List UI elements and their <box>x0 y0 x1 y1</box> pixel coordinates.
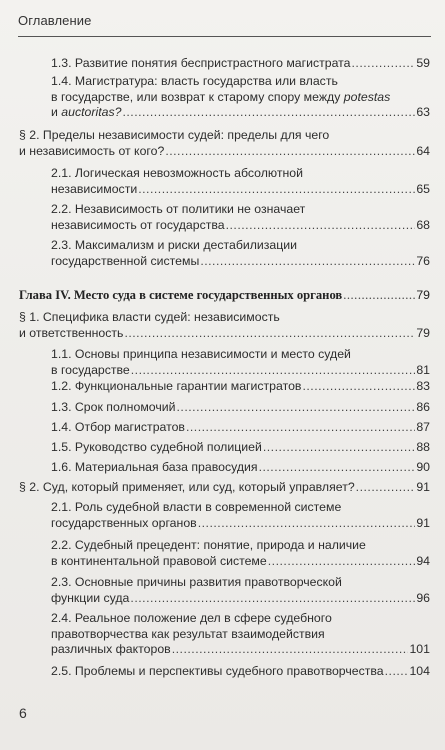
leader-dots <box>122 105 415 121</box>
toc-entry-title: государственных органов <box>51 515 197 530</box>
leader-dots <box>385 664 409 680</box>
leader-dots <box>259 460 416 476</box>
toc-entry-title: 2.5. Проблемы и перспективы судебного правотворчества <box>51 664 384 678</box>
toc-entry[interactable] <box>51 202 430 233</box>
leader-dots <box>263 440 415 456</box>
toc-entry[interactable] <box>51 500 430 531</box>
toc-entry-page: 101 <box>409 642 430 656</box>
toc-entry-page: 68 <box>416 217 430 232</box>
toc-entry[interactable] <box>51 74 430 121</box>
leader-dots <box>131 363 416 379</box>
toc-entry[interactable] <box>19 128 430 159</box>
leader-dots <box>198 516 416 532</box>
toc-entry[interactable] <box>51 538 430 569</box>
toc-entry-title: 2.4. Реальное положение дел в сфере судебного <box>51 611 332 625</box>
toc-entry-title: 2.3. Основные причины развития правотворческой <box>51 575 342 589</box>
toc-entry-title: в государстве, или возврат к старому спору между <box>51 89 344 104</box>
toc-entry-page: 88 <box>416 440 430 454</box>
header-rule <box>18 36 431 37</box>
leader-dots <box>165 144 415 160</box>
toc-entry-page: 65 <box>416 181 430 196</box>
toc-entry-page: 94 <box>416 553 430 568</box>
toc-entry-title: 1.3. Развитие понятия беспристрастного магистрата <box>51 56 351 70</box>
toc-entry-page: 96 <box>416 590 430 605</box>
leader-dots <box>268 554 416 570</box>
toc-entry-page: 59 <box>416 56 430 70</box>
leader-dots <box>356 480 416 496</box>
running-head: Оглавление <box>18 13 92 28</box>
toc-entry-title: и ответственность <box>19 325 124 340</box>
toc-chapter-entry[interactable] <box>19 288 430 304</box>
toc-entry-title: независимости <box>51 181 138 196</box>
page-number: 6 <box>19 705 27 721</box>
toc-chapter-title: Глава IV. Место суда в системе государственных органов <box>19 288 343 302</box>
toc-entry[interactable] <box>19 480 430 496</box>
toc-entry-page: 64 <box>416 143 430 158</box>
toc-entry-page: 79 <box>416 288 430 302</box>
leader-dots <box>124 326 415 342</box>
toc-entry[interactable] <box>51 575 430 606</box>
toc-entry-page: 91 <box>416 480 430 494</box>
toc-entry[interactable] <box>51 611 430 658</box>
toc-entry-title: в государстве <box>51 362 130 377</box>
toc-entry-page: 90 <box>416 460 430 474</box>
leader-dots <box>138 182 415 198</box>
toc-entry[interactable] <box>51 166 430 197</box>
toc-entry-title: и <box>51 105 62 119</box>
toc-entry-title: 2.2. Судебный прецедент: понятие, природа и наличие <box>51 538 366 552</box>
toc-entry-page: 63 <box>416 105 430 119</box>
toc-entry-title: 1.3. Срок полномочий <box>51 400 176 414</box>
toc-entry-page: 76 <box>416 253 430 268</box>
toc-entry-italic-term: potestas <box>343 89 391 104</box>
toc-entry-title: 2.1. Логическая невозможность абсолютной <box>51 166 303 180</box>
toc-entry-page: 91 <box>416 515 430 530</box>
toc-entry[interactable] <box>51 440 430 456</box>
toc-entry-title: 2.3. Максимализм и риски дестабилизации <box>51 238 298 252</box>
toc-entry-page: 83 <box>416 379 430 393</box>
toc-entry-title: и независимость от кого? <box>19 143 165 158</box>
toc-entry-title: 2.2. Независимость от политики не означает <box>51 202 306 216</box>
leader-dots <box>226 218 416 234</box>
leader-dots <box>130 591 415 607</box>
toc-entry[interactable] <box>51 238 430 269</box>
leader-dots <box>302 379 415 395</box>
toc-entry-title: 1.4. Магистратура: власть государства или власть <box>51 74 338 88</box>
toc-entry-title: 1.5. Руководство судебной полицией <box>51 440 262 454</box>
toc-entry[interactable] <box>51 460 430 476</box>
toc-entry-title: 2.1. Роль судебной власти в современной системе <box>51 500 342 514</box>
toc-entry-title: в континентальной правовой системе <box>51 553 267 568</box>
leader-dots <box>176 400 415 416</box>
toc-entry[interactable] <box>51 56 430 72</box>
toc-entry-italic-term: auctoritas? <box>61 105 122 119</box>
leader-dots <box>352 56 416 72</box>
toc-entry[interactable] <box>51 664 430 680</box>
leader-dots <box>343 288 415 304</box>
toc-entry-title: независимость от государства <box>51 217 225 232</box>
toc-entry[interactable] <box>51 379 430 395</box>
toc-entry[interactable] <box>51 400 430 416</box>
toc-entry-title: правотворчества как результат взаимодействия <box>51 626 325 641</box>
toc-entry-title: § 2. Суд, который применяет, или суд, который управляет? <box>19 480 355 494</box>
toc-entry-page: 81 <box>416 362 430 377</box>
toc-entry[interactable] <box>51 420 430 436</box>
toc-entry-page: 87 <box>416 420 430 434</box>
toc-entry-title: § 2. Пределы независимости судей: пределы для чего <box>19 128 330 142</box>
toc-entry-title: § 1. Специфика власти судей: независимость <box>19 310 280 324</box>
leader-dots <box>200 254 415 270</box>
toc-entry-title: государственной системы <box>51 253 200 268</box>
toc-entry-title: 1.6. Материальная база правосудия <box>51 460 258 474</box>
toc-entry-title: 1.2. Функциональные гарантии магистратов <box>51 379 302 393</box>
leader-dots <box>172 642 409 658</box>
toc-entry-title: 1.1. Основы принципа независимости и место судей <box>51 347 351 361</box>
toc-entry[interactable] <box>19 310 430 341</box>
toc-entry-page: 79 <box>416 325 430 340</box>
toc-entry-page: 104 <box>409 664 430 678</box>
toc-entry-title: 1.4. Отбор магистратов <box>51 420 185 434</box>
leader-dots <box>186 420 415 436</box>
toc-entry-title: функции суда <box>51 590 130 605</box>
toc-entry-page: 86 <box>416 400 430 414</box>
toc-entry-title: различных факторов <box>51 642 171 656</box>
toc-entry[interactable] <box>51 347 430 378</box>
